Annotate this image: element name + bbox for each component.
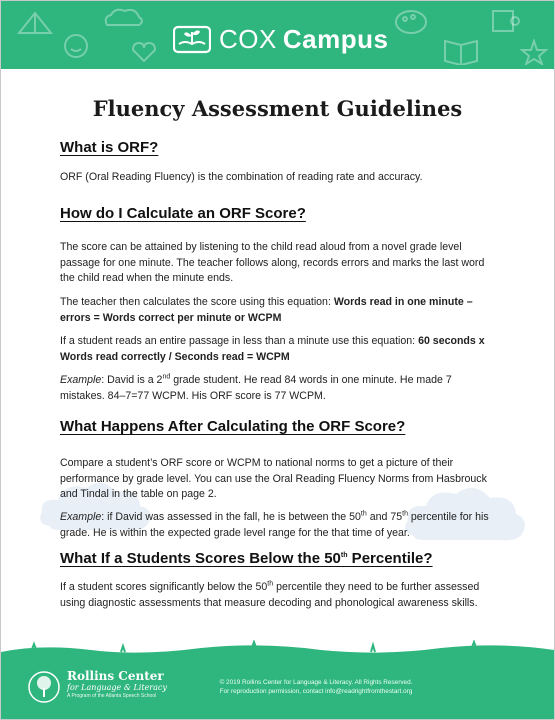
example-text: : if David was assessed in the fall, he is between the 50 [101, 511, 361, 523]
open-book-logo-icon [173, 24, 211, 54]
smiley-doodle-icon [61, 31, 91, 61]
section-paragraph: Compare a student’s ORF score or WCPM to national norms to get a picture of their performance by grade level. You can use the Oral Reading Fluency Norms from Hasbrouck and Tindal in the table on page 2. [60, 457, 487, 501]
section-heading-after-calculating: What Happens After Calculating the ORF Score? [60, 418, 406, 435]
copyright-text: © 2019 Rollins Center for Language & Literacy. All Rights Reserved. [219, 679, 413, 686]
section-paragraph: The score can be attained by listening to the child read aloud from a novel grade level passage for one minute. The teacher follows along, records errors and marks the last word the child read when the minute ends. [60, 241, 485, 285]
footer-banner [1, 656, 554, 719]
cloud-doodle-icon [101, 5, 145, 29]
document-title: Fluency Assessment Guidelines [92, 96, 463, 121]
section-heading-what-is-orf: What is ORF? [60, 139, 159, 156]
org-tagline: A Program of the Atlanta Speech School [67, 693, 157, 699]
example-text-rest: grade student. He read 84 words in one minute. He made 7 mistakes. 84–7=77 WCPM. His ORF score is 77 WCPM. [60, 374, 452, 402]
short-passage-intro: If a student reads an entire passage in less than a minute use this equation: [60, 335, 416, 347]
paragraph-text: If a student scores significantly below the 50 [60, 581, 268, 593]
rocket-doodle-icon [15, 7, 55, 37]
equation-paragraph [60, 295, 495, 326]
footer-legal [151, 678, 481, 696]
ordinal-suffix: th [360, 510, 367, 518]
org-subtitle: for Language & Literacy [67, 683, 167, 692]
permission-text: For reproduction permission, contact info@readrightfromthestart.org [219, 688, 413, 695]
org-name: Rollins Center [67, 669, 164, 683]
puzzle-doodle-icon [487, 5, 527, 35]
section-heading-below-50th [60, 550, 433, 567]
equation-intro: The teacher then calculates the score using this equation: [60, 296, 331, 308]
ordinal-suffix: th [402, 510, 408, 518]
book-doodle-icon [441, 35, 481, 65]
cox-campus-logo [173, 21, 388, 57]
section-paragraph: ORF (Oral Reading Fluency) is the combination of reading rate and accuracy. [60, 171, 423, 183]
section-heading-calculate-orf: How do I Calculate an ORF Score? [60, 205, 306, 222]
example-text: : David is a 2 [101, 374, 163, 386]
paragraph-text-rest: percentile they need to be further assessed using diagnostic assessments that measure decoding and phonological awareness skills. [60, 581, 480, 609]
short-passage-equation: 60 seconds x Words read correctly / Seconds read = WCPM [60, 335, 485, 363]
header-banner [1, 1, 554, 69]
ordinal-suffix: th [340, 552, 348, 559]
example-paragraph [60, 373, 495, 404]
wcpm-equation: Words read in one minute – errors = Words correct per minute or WCPM [60, 296, 473, 324]
star-doodle-icon [519, 39, 549, 65]
palette-doodle-icon [393, 7, 429, 37]
equation-paragraph-short-passage [60, 334, 495, 365]
example-text-mid: and 75 [366, 511, 403, 523]
example-paragraph [60, 510, 495, 541]
brand-suffix: Campus [282, 24, 389, 54]
example-label: Example [60, 374, 102, 386]
brand-name: COX [219, 24, 277, 54]
ordinal-suffix: th [267, 580, 274, 588]
heart-doodle-icon [129, 39, 159, 65]
ordinal-suffix: nd [162, 373, 171, 381]
example-label: Example [60, 511, 102, 523]
tree-logo-icon [27, 670, 61, 704]
heading-text-end: Percentile? [347, 550, 433, 567]
example-text-rest: percentile for his grade. He is within the expected grade level range for the that time of year. [60, 511, 489, 539]
heading-text: What If a Students Scores Below the 50 [60, 550, 341, 567]
section-paragraph [60, 580, 495, 611]
